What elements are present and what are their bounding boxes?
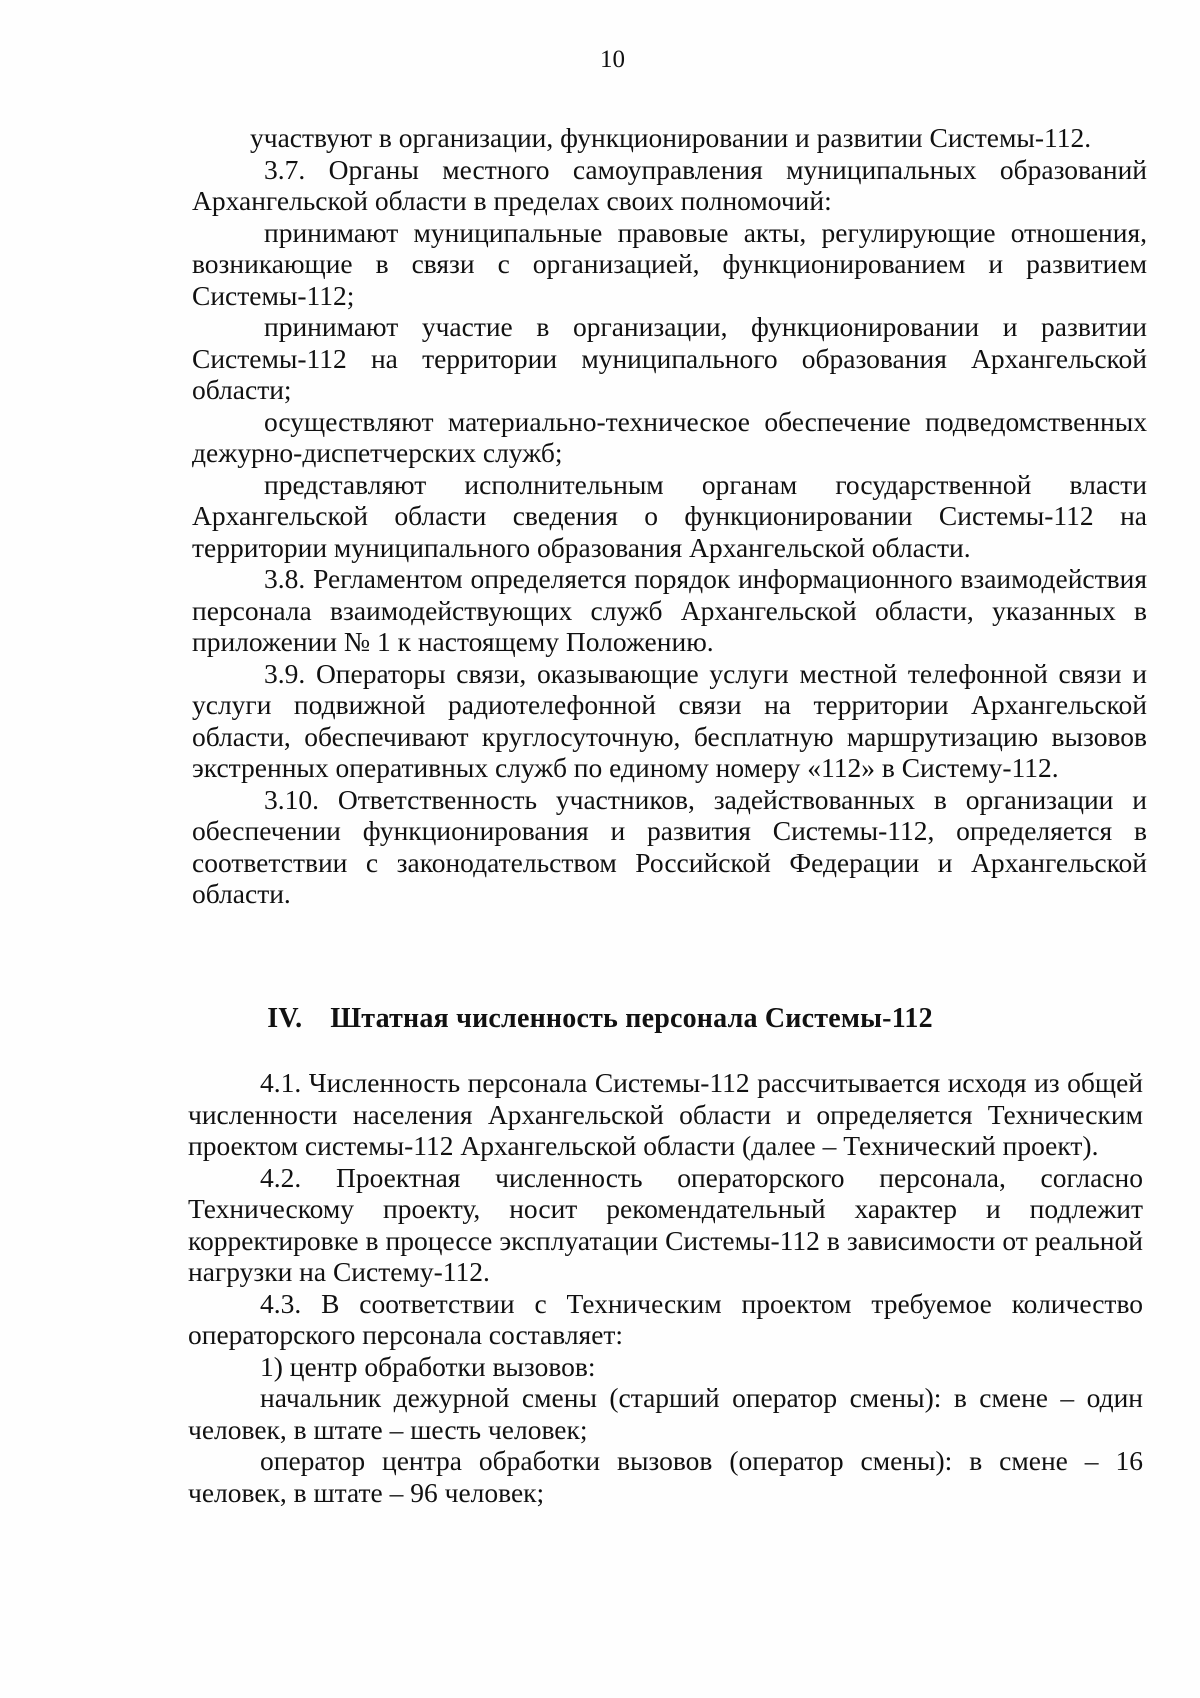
section-4-heading <box>0 1003 1200 1035</box>
list-item: начальник дежурной смены (старший оператор смены): в смене – один человек, в штате – шесть человек; <box>188 1382 1143 1445</box>
paragraph-3-8: 3.8. Регламентом определяется порядок информационного взаимодействия персонала взаимодействующих служб Архангельской области, указанных в приложении № 1 к настоящему Положению. <box>192 563 1147 657</box>
paragraph: осуществляют материально-техническое обеспечение подведомственных дежурно-диспетчерских служб; <box>192 405 1147 468</box>
paragraph-4-3: 4.3. В соответствии с Техническим проектом требуемое количество операторского персонала составляет: <box>188 1287 1143 1350</box>
paragraph-3-9: 3.9. Операторы связи, оказывающие услуги местной телефонной связи и услуги подвижной радиотелефонной связи на территории Архангельской области, обеспечивают круглосуточную, бесплатную маршрутизацию вызовов экстренных оперативных служб по единому номеру «112» в Систему-112. <box>192 657 1147 783</box>
section-3-continued <box>192 122 1147 910</box>
paragraph: участвуют в организации, функционировании и развитии Системы-112. <box>250 122 1092 153</box>
list-item: 1) центр обработки вызовов: <box>260 1350 596 1382</box>
paragraph: представляют исполнительным органам государственной власти Архангельской области сведения о функционировании Системы-112 на территории муниципального образования Архангельской области. <box>192 468 1147 563</box>
list-item: оператор центра обработки вызовов (оператор смены): в смене – 16 человек, в штате – 96 человек; <box>188 1445 1143 1508</box>
paragraph: принимают муниципальные правовые акты, регулирующие отношения, возникающие в связи с организацией, функционированием и развитием Системы-112; <box>192 216 1147 311</box>
section-4-body <box>188 1067 1143 1508</box>
paragraph: принимают участие в организации, функционировании и развитии Системы-112 на территории муниципального образования Архангельской области; <box>192 311 1147 405</box>
paragraph-3-7: 3.7. Органы местного самоуправления муниципальных образований Архангельской области в пределах своих полномочий: <box>192 153 1147 216</box>
page-number: 10 <box>600 46 625 73</box>
paragraph-4-1: 4.1. Численность персонала Системы-112 рассчитывается исходя из общей численности населения Архангельской области и определяется Техническим проектом системы-112 Архангельской области (далее – Технический проект). <box>188 1067 1143 1161</box>
paragraph-4-2: 4.2. Проектная численность операторского персонала, согласно Техническому проекту, носит рекомендательный характер и подлежит корректировке в процессе эксплуатации Системы-112 в зависимости от реальной нагрузки на Систему-112. <box>188 1161 1143 1287</box>
paragraph-3-10: 3.10. Ответственность участников, задействованных в организации и обеспечении функционирования и развития Системы-112, определяется в соответствии с законодательством Российской Федерации и Архангельской области. <box>192 783 1147 909</box>
section-number: IV. <box>267 1003 303 1034</box>
section-title: Штатная численность персонала Системы-112 <box>330 1003 933 1034</box>
